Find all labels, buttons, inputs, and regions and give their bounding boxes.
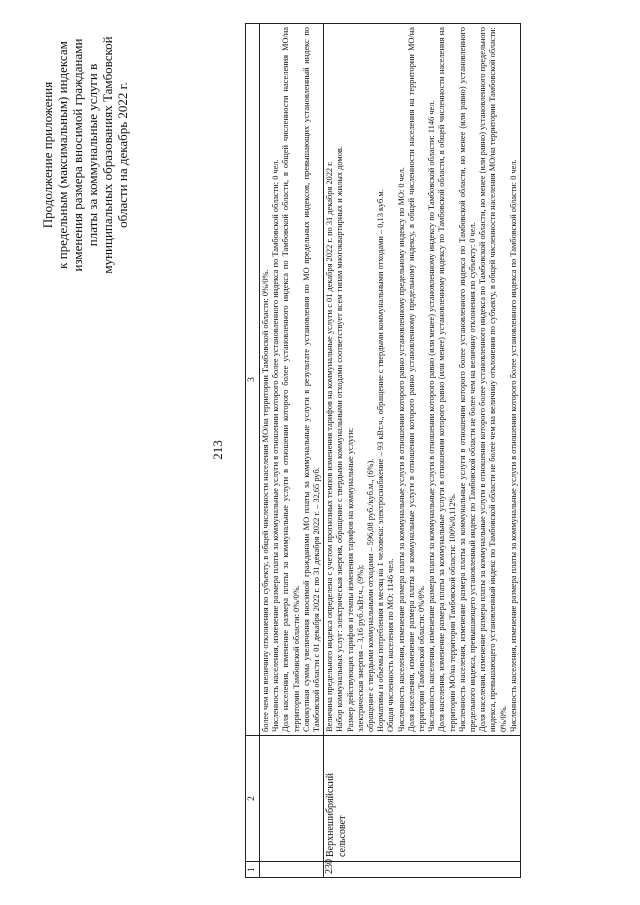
description-paragraph: обращение с твердыми коммунальными отходами – 596,08 руб./куб.м., (6%). <box>366 458 376 732</box>
table-row <box>260 24 324 878</box>
description-paragraph: Размер действующих тарифов и темпы изменения тарифов на коммунальные услуги: <box>345 427 355 732</box>
description-paragraph: Численность населения, изменение размера платы за коммунальные услуги в отношении которого более установленного индекса по Тамбовской области: 0 чел. <box>508 159 518 732</box>
index-table <box>245 23 521 878</box>
description-paragraph: Нормативы и объемы потребления в месяц на 1 человека: электроснабжение – 93 кВт.ч., обращение с твердыми коммунальными отходами – 0,13 куб.м. <box>376 189 386 732</box>
header-line: Продолжение приложения <box>40 81 55 229</box>
description-paragraph: Численность населения, изменение размера платы за коммунальные услуги в отношении которого более установленного индекса по Тамбовской области: 0 чел. <box>271 159 281 732</box>
header-line: изменения размера вносимой гражданами <box>70 38 85 272</box>
header-line: муниципальных образованиях Тамбовской <box>100 36 115 274</box>
description-paragraph: Доля населения, изменение размера платы за коммунальные услуги в отношении которого более установленного индекса по Тамбовской области, в общей численности населения МО/на территории Тамбовской области: 0%/0%. <box>281 27 301 732</box>
description-paragraph: Численность населения, изменение размера платы за коммунальные услуги в отношении которого более установленного индекса по Тамбовской области, но менее (или равно) установленного предельного индекса, превышающего установленный индекс по Тамбовской области не более чем на величину отклонения по субъекту: 0 чел. <box>457 27 478 732</box>
description-paragraph: более чем на величину отклонения по субъекту, в общей численности населения МО/на территории Тамбовской области: 0%/0%. <box>261 269 270 732</box>
description-paragraph: Величина предельного индекса определена с учетом прогнозных темпов изменения тарифов на коммунальные услуги с 01 декабря 2022 г. по 31 декабря 2022 г. <box>325 161 335 732</box>
municipality-name <box>260 736 324 862</box>
page-number: 213 <box>210 440 225 460</box>
description-paragraph: Совокупная сумма увеличения вносимой гражданами МО платы за коммунальные услуги в результате установления по МО предельных индексов, превышающих установленный индекс по Тамбовской области с 01 декабря 2022 г. по 31 декабря 2022 г. – 32,65 руб. <box>301 27 322 732</box>
row-number <box>260 862 324 878</box>
description-cell <box>260 24 324 736</box>
appendix-header <box>40 10 130 300</box>
column-header: 3 <box>246 24 260 736</box>
description-cell <box>324 24 521 736</box>
description-paragraph: Доля населения, изменение размера платы за коммунальные услуги в отношении которого равно установленному предельному индексу, в общей численности населения на территории МО/на территории Тамбовской области: 0%/0%. <box>406 27 427 732</box>
description-paragraph: электрическая энергия – 3,16 руб./кВт.ч., (9%); <box>355 564 365 732</box>
header-line: платы за коммунальные услуги в <box>85 63 100 247</box>
description-paragraph: Численность населения, изменение размера платы за коммунальные услуги в отношении которого равно (или менее) установленному индексу по Тамбовской области: 1146 чел. <box>427 100 437 732</box>
description-paragraph: Общая численность населения по МО: 1146 чел. <box>386 558 396 732</box>
header-line: к предельным (максимальным) индексам <box>55 41 70 269</box>
description-paragraph: Набор коммунальных услуг: электрическая энергия, обращение с твердыми коммунальными отходами соответствует всем типам многоквартирных и жилых домов. <box>335 146 345 732</box>
column-header: 1 <box>246 862 260 878</box>
table-row <box>324 24 521 878</box>
description-paragraph: Доля населения, изменение размера платы за коммунальные услуги в отношении которого равно (или менее) установленному индексу по Тамбовской области, в общей численности населения на территории МО/на территории Тамбовской области: 100%/0,112%. <box>437 27 457 732</box>
row-number: 230 <box>324 862 521 878</box>
description-paragraph: Численность населения, изменение размера платы за коммунальные услуги в отношении которого равно установленному предельному индексу по МО: 0 чел. <box>396 167 406 732</box>
header-line: области на декабрь 2022 г. <box>115 82 130 228</box>
municipality-name: Верхнешибряйский сельсовет <box>324 736 521 862</box>
rotated-page <box>20 20 620 880</box>
column-header: 2 <box>246 736 260 862</box>
table-header-row <box>246 24 260 878</box>
description-paragraph: Доля населения, изменение размера платы за коммунальные услуги в отношении которого более установленного индекса по Тамбовской области, но менее (или равно) установленного предельного индекса, превышающего установленный индекс по Тамбовской области не более чем на величину отклонения по субъекту, в общей численности населения МО/на территории Тамбовской области: 0%/0%. <box>478 27 508 732</box>
